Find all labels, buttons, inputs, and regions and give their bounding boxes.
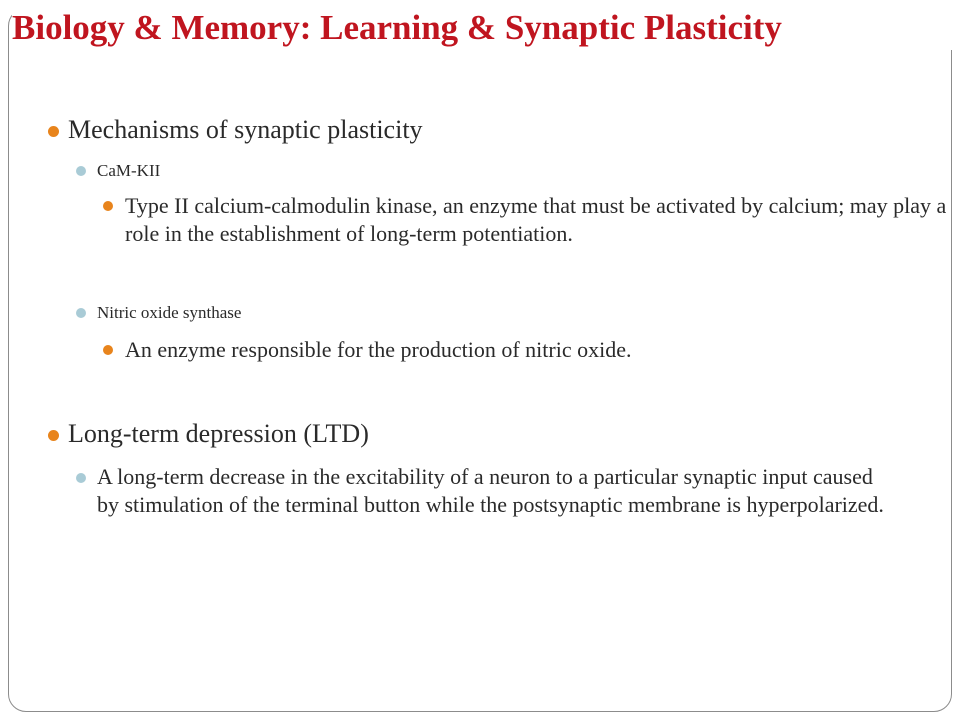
bullet-mechanisms	[68, 115, 423, 145]
blue-bullet-icon	[76, 473, 86, 483]
bullet-ltd-definition	[97, 463, 897, 519]
camkii-term: CaM-KII	[97, 161, 161, 180]
blue-bullet-icon	[76, 166, 86, 176]
ltd-definition: A long-term decrease in the excitability of a neuron to a particular synaptic input caused by stimulation of the terminal button while the postsynaptic membrane is hyperpolarized.	[97, 464, 884, 517]
orange-bullet-icon	[48, 430, 59, 441]
ltd-heading: Long-term depression (LTD)	[68, 419, 369, 448]
bullet-ltd	[68, 419, 369, 449]
nos-definition: An enzyme responsible for the production of nitric oxide.	[125, 337, 632, 362]
bullet-camkii	[97, 160, 160, 182]
camkii-definition: Type II calcium-calmodulin kinase, an enzyme that must be activated by calcium; may play a role in the establishment of long-term potentiation.	[125, 193, 947, 246]
bullet-nos	[97, 302, 241, 324]
bullet-camkii-definition	[125, 192, 955, 248]
nos-term: Nitric oxide synthase	[97, 303, 242, 322]
mechanisms-heading: Mechanisms of synaptic plasticity	[68, 115, 423, 144]
bullet-nos-definition	[125, 336, 955, 364]
blue-bullet-icon	[76, 308, 86, 318]
orange-bullet-icon	[103, 345, 113, 355]
orange-bullet-icon	[48, 126, 59, 137]
slide-title: Biology & Memory: Learning & Synaptic Plasticity	[12, 6, 952, 50]
orange-bullet-icon	[103, 201, 113, 211]
